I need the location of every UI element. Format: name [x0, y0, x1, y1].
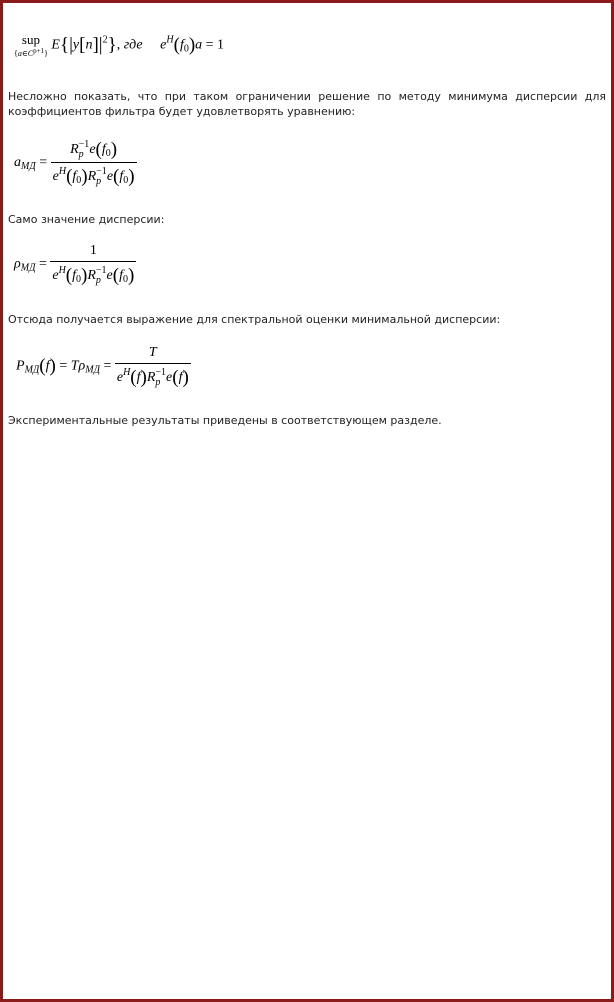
fraction: $\frac{1}{e^H(f_0)R_p^{-1}e(f_0)}$	[52, 243, 135, 286]
where-word: где	[123, 37, 143, 53]
formula-p-md: $P_{МД}(f) = T\rho_{МД}$ = $\frac{T}{e^H(f)R_p^{-1}e(f)}$	[16, 345, 189, 388]
fraction: $\frac{T}{e^H(f)R_p^{-1}e(f)}$	[116, 345, 189, 388]
formula-rho-md: $\rho_{МД}$ = $\frac{1}{e^H(f_0)R_p^{-1}e(f_0)}$	[14, 243, 135, 286]
paragraph-4: Экспериментальные результаты приведены в соответствующем разделе.	[8, 414, 442, 427]
formula-a-md: $a_{МД}$ = $\frac{R_p^{-1}e(f_0)}{e^H(f_0)R_p^{-1}e(f_0)}$	[14, 139, 135, 187]
formula-sup-constraint: sup $\{a\in C^{p+1}\}$ $E\{|y[n]|^2\}$, где $e^H(f_0)a = 1$	[14, 32, 225, 58]
fraction: $\frac{R_p^{-1}e(f_0)}{e^H(f_0)R_p^{-1}e(f_0)}$	[52, 139, 135, 187]
paragraph-3: Отсюда получается выражение для спектральной оценки минимальной дисперсии:	[8, 313, 501, 326]
paragraph-2: Само значение дисперсии:	[8, 213, 165, 226]
sup-operator: sup $\{a\in C^{p+1}\}$	[14, 32, 48, 58]
paragraph-1: Несложно показать, что при таком ограничении решение по методу минимума дисперсии для коэффициентов фильтра будет удовлетворять уравнению:	[8, 90, 606, 118]
